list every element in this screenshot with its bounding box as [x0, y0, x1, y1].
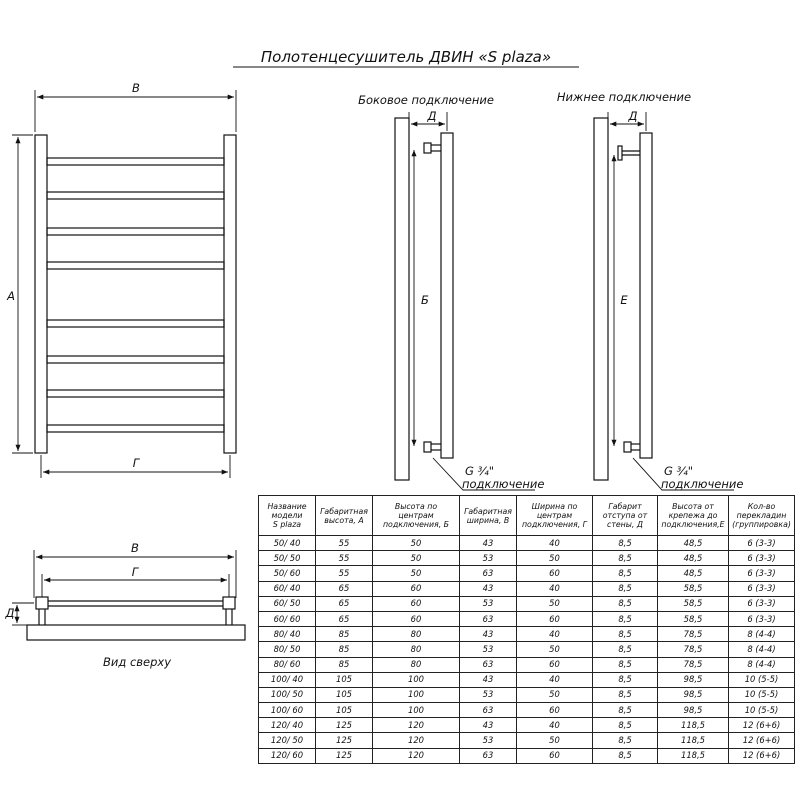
- table-cell: 63: [460, 703, 517, 718]
- table-cell: 105: [316, 672, 373, 687]
- caption-top-view: Вид сверху: [102, 655, 172, 669]
- table-cell: 55: [316, 551, 373, 566]
- dim-label-d-side: Д: [427, 109, 437, 123]
- top-view: [27, 597, 245, 640]
- table-cell: 48,5: [658, 566, 729, 581]
- wall-bracket: [618, 146, 622, 160]
- table-cell: 105: [316, 687, 373, 702]
- table-cell: 105: [316, 703, 373, 718]
- column-header-line: подключения, Г: [521, 520, 588, 529]
- column-header-line: крепежа до: [668, 511, 718, 520]
- table-row: [259, 703, 795, 718]
- dimension-b-front: [35, 90, 236, 132]
- table-cell: 43: [460, 718, 517, 733]
- table-row: [259, 687, 795, 702]
- table-cell: 60: [373, 581, 460, 596]
- table-cell: 78,5: [658, 642, 729, 657]
- table-cell: 8,5: [593, 536, 658, 551]
- table-cell: 50: [517, 551, 593, 566]
- table-cell: 8,5: [593, 657, 658, 672]
- wall: [395, 118, 409, 480]
- table-cell: 48,5: [658, 551, 729, 566]
- table-row: [259, 627, 795, 642]
- table-cell: 85: [316, 627, 373, 642]
- column-header-line: перекладин: [736, 511, 787, 520]
- table-cell: 120: [373, 733, 460, 748]
- column-header-line: Высота по: [394, 502, 438, 511]
- table-row: [259, 733, 795, 748]
- table-cell: 8,5: [593, 718, 658, 733]
- table-cell: 125: [316, 733, 373, 748]
- table-cell: 8,5: [593, 687, 658, 702]
- table-cell: 8,5: [593, 627, 658, 642]
- table-cell: 60: [517, 657, 593, 672]
- table-cell: 55: [316, 536, 373, 551]
- table-cell: 65: [316, 611, 373, 626]
- wall-bracket: [424, 442, 431, 452]
- column-header-line: Высота от: [672, 502, 714, 511]
- table-body: [259, 536, 795, 764]
- column-header-line: S plaza: [272, 520, 302, 529]
- dim-label-g-top: Г: [131, 565, 139, 579]
- connection-label-side: подключение: [462, 477, 545, 491]
- table-cell: 50: [373, 566, 460, 581]
- table-cell: 40: [517, 536, 593, 551]
- column-header-line: Кол-во: [747, 502, 776, 511]
- caption-bottom-connection: Нижнее подключение: [556, 90, 692, 104]
- column-header-line: Габарит: [608, 502, 642, 511]
- table-cell: 8,5: [593, 551, 658, 566]
- column-header-line: стены, Д: [607, 520, 643, 529]
- left-rail-top: [36, 597, 48, 609]
- table-cell: 48,5: [658, 536, 729, 551]
- table-cell: 55: [316, 566, 373, 581]
- table-cell: 10 (5-5): [729, 687, 795, 702]
- column-header-line: Ширина по: [531, 502, 578, 511]
- wall: [594, 118, 608, 480]
- table-cell: 125: [316, 748, 373, 763]
- table-cell: 8,5: [593, 703, 658, 718]
- dim-label-d-bottom: Д: [628, 109, 638, 123]
- column-header: [593, 496, 658, 536]
- column-header-line: отступа от: [602, 511, 648, 520]
- table-cell: 120/ 40: [259, 718, 316, 733]
- table-cell: 60: [517, 566, 593, 581]
- table-cell: 65: [316, 581, 373, 596]
- table-cell: 85: [316, 657, 373, 672]
- table-cell: 53: [460, 642, 517, 657]
- table-cell: 8 (4-4): [729, 627, 795, 642]
- table-row: [259, 748, 795, 763]
- table-cell: 40: [517, 581, 593, 596]
- column-header-line: подключения, Б: [382, 520, 450, 529]
- table-cell: 78,5: [658, 627, 729, 642]
- table-cell: 58,5: [658, 581, 729, 596]
- table-cell: 120/ 50: [259, 733, 316, 748]
- table-cell: 118,5: [658, 748, 729, 763]
- table-cell: 8,5: [593, 611, 658, 626]
- table-row: [259, 596, 795, 611]
- table-cell: 80/ 50: [259, 642, 316, 657]
- wall-bracket: [624, 442, 631, 452]
- table-row: [259, 551, 795, 566]
- table-cell: 12 (6+6): [729, 718, 795, 733]
- left-rail: [35, 135, 47, 453]
- table-cell: 63: [460, 748, 517, 763]
- table-cell: 43: [460, 536, 517, 551]
- dim-label-a: А: [7, 289, 15, 303]
- dim-label-b-top: В: [131, 541, 139, 555]
- table-cell: 50/ 40: [259, 536, 316, 551]
- table-cell: 40: [517, 627, 593, 642]
- column-header-line: (группировка): [732, 520, 791, 529]
- column-header: [517, 496, 593, 536]
- table-cell: 120: [373, 718, 460, 733]
- column-header-line: ширина, В: [466, 515, 510, 525]
- column-header: [729, 496, 795, 536]
- table-row: [259, 536, 795, 551]
- table-cell: 43: [460, 672, 517, 687]
- table-cell: 8,5: [593, 581, 658, 596]
- wall-top: [27, 625, 245, 640]
- table-cell: 78,5: [658, 657, 729, 672]
- column-header: [316, 496, 373, 536]
- table-cell: 63: [460, 657, 517, 672]
- table-cell: 10 (5-5): [729, 672, 795, 687]
- table-cell: 125: [316, 718, 373, 733]
- rail-profile: [441, 133, 453, 458]
- crossbar: [47, 425, 224, 432]
- crossbar: [47, 356, 224, 363]
- table-cell: 50/ 60: [259, 566, 316, 581]
- table-cell: 40: [517, 718, 593, 733]
- column-header-line: высота, А: [324, 515, 364, 525]
- table-header-row: [259, 496, 795, 536]
- table-cell: 6 (3-3): [729, 536, 795, 551]
- table-cell: 6 (3-3): [729, 551, 795, 566]
- page-title: Полотенцесушитель ДВИН «S plaza»: [260, 48, 552, 66]
- table-cell: 80: [373, 627, 460, 642]
- table-cell: 8,5: [593, 733, 658, 748]
- table-row: [259, 581, 795, 596]
- crossbar: [47, 158, 224, 165]
- table-cell: 12 (6+6): [729, 748, 795, 763]
- crossbars: [47, 158, 224, 432]
- table-cell: 80: [373, 642, 460, 657]
- right-rail: [224, 135, 236, 453]
- table-cell: 60/ 50: [259, 596, 316, 611]
- spec-table: [258, 495, 795, 764]
- dim-label-b: В: [132, 81, 140, 95]
- column-header: [259, 496, 316, 536]
- crossbar: [47, 262, 224, 269]
- table-cell: 80/ 60: [259, 657, 316, 672]
- dimension-d-bottom: [608, 112, 646, 131]
- table-cell: 100/ 50: [259, 687, 316, 702]
- table-cell: 50: [517, 687, 593, 702]
- connection-label-bottom: подключение: [661, 477, 744, 491]
- table-cell: 120/ 60: [259, 748, 316, 763]
- table-cell: 40: [517, 672, 593, 687]
- column-header-line: Габаритная: [464, 506, 512, 516]
- table-cell: 10 (5-5): [729, 703, 795, 718]
- table-cell: 8 (4-4): [729, 657, 795, 672]
- wall-bracket: [424, 143, 431, 153]
- table-cell: 85: [316, 642, 373, 657]
- table-cell: 65: [316, 596, 373, 611]
- table-cell: 60/ 60: [259, 611, 316, 626]
- table-cell: 80/ 40: [259, 627, 316, 642]
- crossbar: [47, 390, 224, 397]
- thread-label-side: G ¾": [465, 464, 495, 478]
- table-cell: 100/ 40: [259, 672, 316, 687]
- table-cell: 50: [517, 642, 593, 657]
- table-cell: 43: [460, 627, 517, 642]
- table-row: [259, 672, 795, 687]
- table-cell: 6 (3-3): [729, 611, 795, 626]
- table-cell: 8,5: [593, 596, 658, 611]
- table-cell: 60: [517, 611, 593, 626]
- table-cell: 98,5: [658, 687, 729, 702]
- column-header-line: модели: [271, 511, 303, 520]
- dimension-d-top: [12, 603, 34, 625]
- table-cell: 50: [373, 551, 460, 566]
- front-view: [35, 135, 236, 453]
- table-cell: 8,5: [593, 748, 658, 763]
- table-cell: 53: [460, 596, 517, 611]
- table-cell: 53: [460, 733, 517, 748]
- table-cell: 60: [517, 703, 593, 718]
- table-cell: 6 (3-3): [729, 581, 795, 596]
- table-cell: 118,5: [658, 718, 729, 733]
- table-cell: 6 (3-3): [729, 596, 795, 611]
- dim-label-g: Г: [132, 456, 140, 470]
- table-cell: 60/ 40: [259, 581, 316, 596]
- column-header-line: центрам: [536, 511, 573, 520]
- table-cell: 98,5: [658, 703, 729, 718]
- table-cell: 50/ 50: [259, 551, 316, 566]
- column-header-line: Габаритная: [320, 506, 368, 516]
- table-cell: 50: [517, 733, 593, 748]
- rail-profile: [640, 133, 652, 458]
- table-cell: 8,5: [593, 672, 658, 687]
- table-cell: 120: [373, 748, 460, 763]
- dimension-a: [12, 135, 33, 453]
- table-cell: 6 (3-3): [729, 566, 795, 581]
- table-row: [259, 611, 795, 626]
- dim-label-e: Е: [620, 293, 628, 307]
- table-row: [259, 718, 795, 733]
- table-cell: 60: [373, 596, 460, 611]
- table-cell: 8 (4-4): [729, 642, 795, 657]
- table-cell: 50: [373, 536, 460, 551]
- column-header: [373, 496, 460, 536]
- dim-label-d-top: Д: [5, 606, 15, 620]
- table-cell: 58,5: [658, 596, 729, 611]
- table-cell: 60: [373, 611, 460, 626]
- column-header-line: подключения,Е: [661, 520, 725, 529]
- crossbar: [47, 228, 224, 235]
- table-cell: 43: [460, 581, 517, 596]
- column-header-line: Название: [267, 502, 307, 511]
- table-cell: 100/ 60: [259, 703, 316, 718]
- table-cell: 8,5: [593, 642, 658, 657]
- table-cell: 60: [517, 748, 593, 763]
- table-cell: 100: [373, 703, 460, 718]
- dim-label-bh: Б: [421, 293, 429, 307]
- table-cell: 80: [373, 657, 460, 672]
- table-row: [259, 657, 795, 672]
- table-row: [259, 566, 795, 581]
- table-cell: 100: [373, 672, 460, 687]
- column-header: [658, 496, 729, 536]
- right-rail-top: [223, 597, 235, 609]
- table-cell: 118,5: [658, 733, 729, 748]
- table-cell: 63: [460, 611, 517, 626]
- table-cell: 8,5: [593, 566, 658, 581]
- column-header: [460, 496, 517, 536]
- thread-label-bottom: G ¾": [664, 464, 694, 478]
- table-row: [259, 642, 795, 657]
- table-cell: 53: [460, 551, 517, 566]
- table-cell: 98,5: [658, 672, 729, 687]
- table-cell: 53: [460, 687, 517, 702]
- table-cell: 12 (6+6): [729, 733, 795, 748]
- table-cell: 58,5: [658, 611, 729, 626]
- table-cell: 50: [517, 596, 593, 611]
- table-cell: 63: [460, 566, 517, 581]
- crossbar: [47, 192, 224, 199]
- caption-side-connection: Боковое подключение: [358, 93, 494, 107]
- table-cell: 100: [373, 687, 460, 702]
- crossbar: [47, 320, 224, 327]
- column-header-line: центрам: [398, 511, 434, 520]
